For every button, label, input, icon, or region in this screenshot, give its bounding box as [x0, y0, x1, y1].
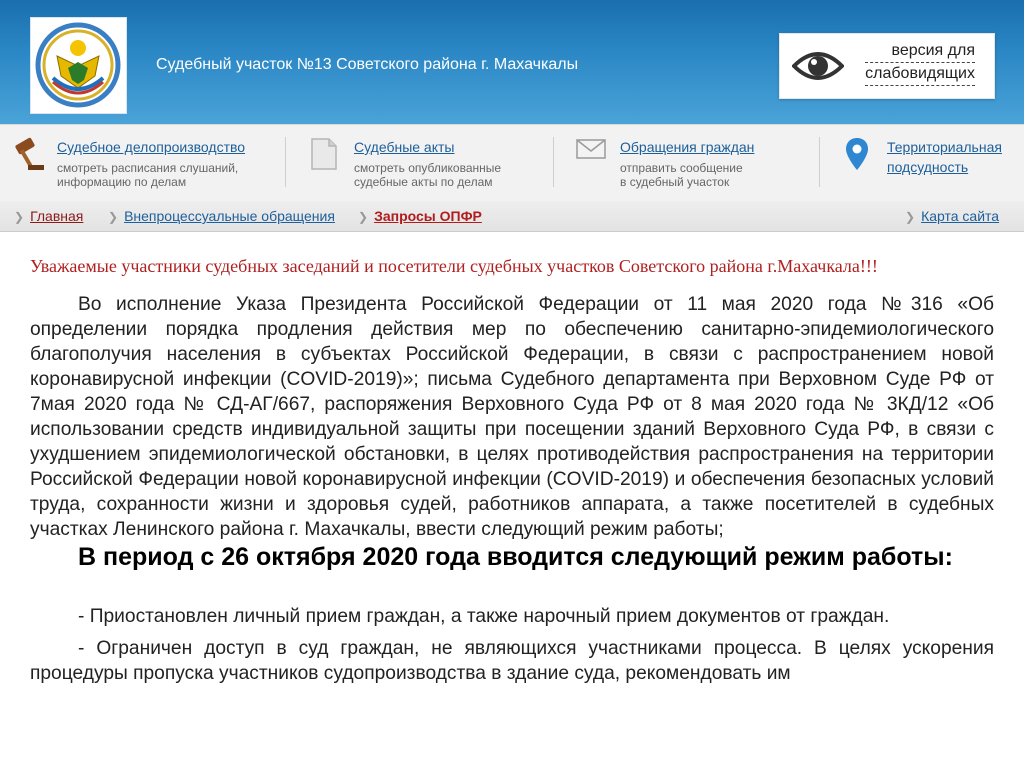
- low-vision-version-button[interactable]: [779, 33, 995, 99]
- desc-line: смотреть опубликованные: [354, 161, 502, 175]
- divider: [819, 137, 820, 187]
- desc-line: в судебный участок: [620, 175, 730, 189]
- breadcrumb-item-section: [108, 208, 335, 224]
- section-citizen-appeals-link[interactable]: Обращения граждан: [620, 139, 755, 155]
- chevron-right-icon: ❯: [14, 210, 25, 224]
- rule-item: - Приостановлен личный прием граждан, а также нарочный прием документов от граждан.: [78, 606, 890, 627]
- eye-icon: [792, 46, 844, 86]
- sections-bar: [0, 124, 1024, 202]
- link-line: Территориальная: [887, 139, 1002, 155]
- divider: [553, 137, 554, 187]
- chevron-right-icon: ❯: [108, 210, 119, 224]
- document-icon: [310, 137, 338, 171]
- link-line: подсудность: [887, 159, 969, 175]
- sitemap-link[interactable]: Карта сайта: [921, 208, 1000, 224]
- section-jurisdiction-link[interactable]: [887, 137, 1002, 177]
- greeting-heading: Уважаемые участники судебных заседаний и посетители судебных участков Советского района г.Махачкала!!!: [30, 256, 878, 276]
- divider: [285, 137, 286, 187]
- envelope-icon: [576, 137, 606, 161]
- site-title: Судебный участок №13 Советского района г. Махачкалы: [156, 56, 579, 73]
- map-pin-icon: [845, 137, 869, 171]
- breadcrumb-item-current: [358, 208, 482, 224]
- desc-line: смотреть расписания слушаний,: [57, 161, 239, 175]
- desc-line: отправить сообщение: [620, 161, 743, 175]
- section-court-acts-desc: [354, 161, 501, 189]
- breadcrumb-item-home: [14, 208, 83, 224]
- chevron-right-icon: ❯: [358, 210, 369, 224]
- section-court-proceedings-link[interactable]: Судебное делопроизводство: [57, 139, 246, 155]
- low-vision-label-1: версия для: [865, 40, 975, 63]
- breadcrumb-section-link[interactable]: Внепроцессуальные обращения: [124, 208, 335, 224]
- coat-of-arms-logo[interactable]: [30, 17, 127, 114]
- breadcrumb-home-link[interactable]: Главная: [30, 208, 84, 224]
- breadcrumb-current-link[interactable]: Запросы ОПФР: [374, 208, 482, 224]
- rule-item: - Ограничен доступ в суд граждан, не являющихся участниками процесса. В целях ускорения процедуры пропуска участников судопроизводства в здание суда, рекомендовать им: [30, 638, 994, 684]
- gavel-icon: [12, 137, 46, 173]
- main-content: [30, 256, 994, 686]
- work-mode-heading: В период с 26 октября 2020 года вводится следующий режим работы:: [78, 543, 953, 571]
- breadcrumb: [0, 201, 1024, 232]
- site-header: [0, 0, 1024, 124]
- desc-line: судебные акты по делам: [354, 175, 493, 189]
- desc-line: информацию по делам: [57, 175, 187, 189]
- decree-paragraph: Во исполнение Указа Президента Российской Федерации от 11 мая 2020 года №316 «Об определении порядка продления действия мер по обеспечению санитарно-эпидемиологического благополучия населения в субъектах Российской Федерации, в связи с распространением новой коронавирусной инфекции (COVID-2019)»; письма Судебного департамента при Верховном Суде РФ от 7мая 2020 года № СД-АГ/667, распоряжения Верховного Суда РФ от 8 мая 2020 года № 3КД/12 «Об использовании средств индивидуальной защиты при посещении зданий Верховного Суда РФ, в связи с ухудшением эпидемиологической обстановки, в целях противодействия распространения на территории Российской Федерации новой коронавирусной инфекции (COVID-2019) и обеспечения безопасных условий труда, сохранности жизни и здоровья судей, работников аппарата, а также посетителей в судебных участках Ленинского района г. Махачкалы, ввести следующий режим работы;: [30, 294, 994, 540]
- low-vision-label-2: слабовидящих: [865, 63, 975, 86]
- chevron-right-icon: ❯: [905, 210, 916, 224]
- section-citizen-appeals-desc: [620, 161, 743, 189]
- section-court-acts-link[interactable]: Судебные акты: [354, 139, 455, 155]
- breadcrumb-item-sitemap: [905, 208, 999, 224]
- section-court-proceedings-desc: [57, 161, 238, 189]
